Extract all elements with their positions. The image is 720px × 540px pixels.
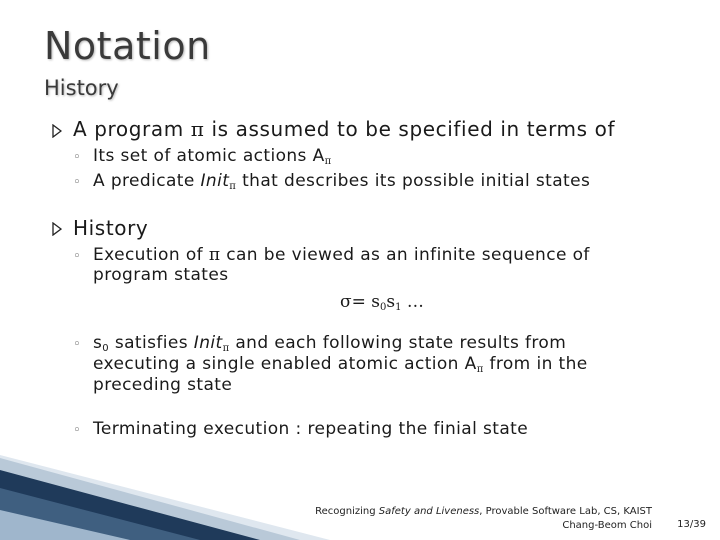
hollow-circle-icon: ◦ xyxy=(73,150,82,165)
slide-title: Notation xyxy=(44,24,211,68)
triangle-right-icon xyxy=(52,124,62,138)
bullet-program: A program π is assumed to be specified in terms of xyxy=(73,117,616,141)
sub-bullet-atomic-actions: ◦ Its set of atomic actions $A_\pi$ xyxy=(73,146,332,167)
bullet-history: History xyxy=(73,216,149,240)
sub-bullet-terminating: ◦ Terminating execution : repeating the finial state xyxy=(73,419,529,439)
hollow-circle-icon: ◦ xyxy=(73,249,82,264)
corner-decoration xyxy=(0,440,360,540)
hollow-circle-icon: ◦ xyxy=(73,423,82,438)
footer-credit: Recognizing Safety and Liveness, Provable Software Lab, CS, KAIST Chang-Beom Choi xyxy=(315,506,652,531)
sub-bullet-s0-satisfies-cont: executing a single enabled atomic action $A_\pi$ from in the xyxy=(93,354,588,375)
slide-subtitle: History xyxy=(44,76,119,100)
sub-bullet-execution-cont: program states xyxy=(93,265,229,285)
sequence-formula: $\sigma= s_0s_1$ … xyxy=(340,292,424,313)
sub-bullet-execution: ◦ Execution of π can be viewed as an infinite sequence of xyxy=(73,245,590,265)
sub-bullet-s0-satisfies-cont2: preceding state xyxy=(93,375,233,395)
page-number: 13/39 xyxy=(677,519,706,530)
triangle-right-icon xyxy=(52,222,62,236)
sub-bullet-predicate: ◦ A predicate Init$_\pi$ that describes its possible initial states xyxy=(73,171,591,192)
sub-bullet-s0-satisfies: ◦ $s_0$ satisfies Init$_\pi$ and each following state results from xyxy=(73,333,567,354)
hollow-circle-icon: ◦ xyxy=(73,337,82,352)
hollow-circle-icon: ◦ xyxy=(73,175,82,190)
